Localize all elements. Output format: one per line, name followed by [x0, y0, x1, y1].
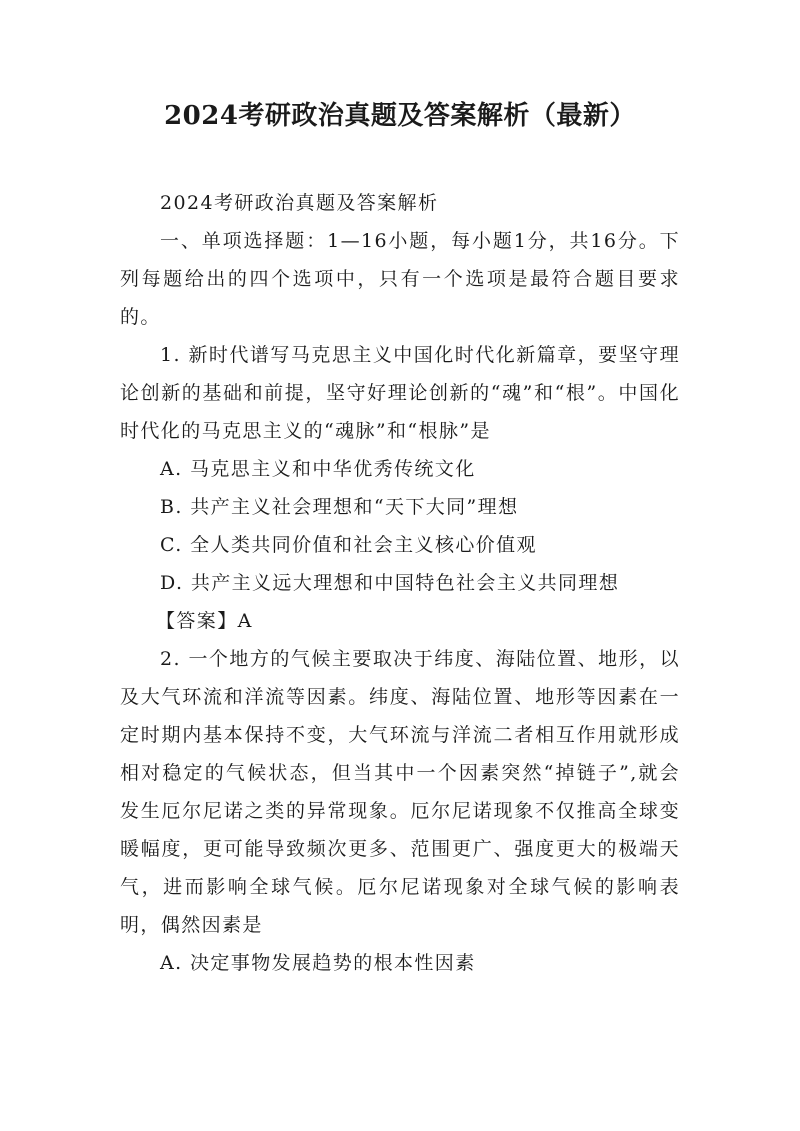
question-1-option-c: C. 全人类共同价值和社会主义核心价值观: [160, 534, 537, 556]
document-body: [120, 184, 680, 982]
document-title: 2024考研政治真题及答案解析（最新）: [164, 101, 636, 131]
section-heading: 一、单项选择题：1—16小题，每小题1分，共16分。下列每题给出的四个选项中，只有一个选项是最符合题目要求的。: [120, 230, 680, 328]
question-1-answer: 【答案】A: [156, 610, 253, 632]
question-2-option-a: A. 决定事物发展趋势的根本性因素: [160, 952, 476, 974]
question-2-stem: 2. 一个地方的气候主要取决于纬度、海陆位置、地形，以及大气环流和洋流等因素。纬度、海陆位置、地形等因素在一定时期内基本保持不变，大气环流与洋流二者相互作用就形成相对稳定的气候状态，但当其中一个因素突然“掉链子”,就会发生厄尔尼诺之类的异常现象。厄尔尼诺现象不仅推高全球变暖幅度，更可能导致频次更多、范围更广、强度更大的极端天气，进而影响全球气候。厄尔尼诺现象对全球气候的影响表明，偶然因素是: [120, 648, 680, 936]
question-1-option-d: D. 共产主义远大理想和中国特色社会主义共同理想: [160, 572, 620, 594]
question-1-option-a: A. 马克思主义和中华优秀传统文化: [160, 458, 476, 480]
question-1-option-b: B. 共产主义社会理想和“天下大同”理想: [160, 496, 519, 518]
question-1-stem: 1. 新时代谱写马克思主义中国化时代化新篇章，要坚守理论创新的基础和前提，坚守好理论创新的“魂”和“根”。中国化时代化的马克思主义的“魂脉”和“根脉”是: [120, 344, 680, 442]
document-subtitle: 2024考研政治真题及答案解析: [160, 192, 439, 214]
